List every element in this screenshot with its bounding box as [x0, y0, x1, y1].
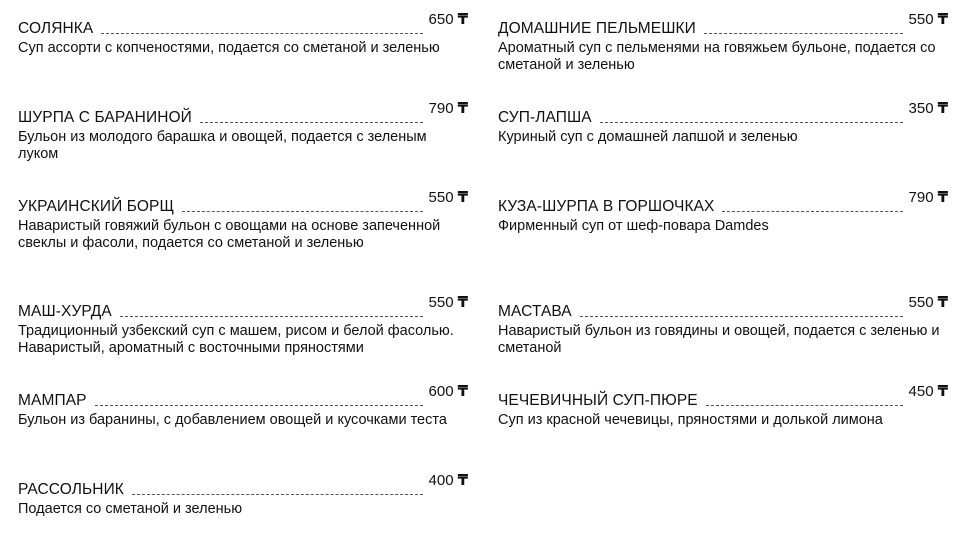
dish-description: Традиционный узбекский суп с машем, рисом и белой фасолью. Наваристый, ароматный с восточными пряностями — [18, 323, 454, 356]
dish-name: МАСТАВА — [498, 303, 572, 320]
dotted-leader — [706, 405, 903, 406]
dotted-leader — [120, 316, 423, 317]
dish-price — [909, 100, 948, 118]
tenge-currency-icon: ₸ — [937, 11, 948, 28]
price-value: 450 — [908, 383, 934, 400]
dish-description: Суп ассорти с копченостями, подается со сметаной и зеленью — [18, 40, 440, 56]
tenge-currency-icon: ₸ — [457, 189, 468, 206]
dotted-leader — [722, 211, 902, 212]
price-value: 600 — [428, 383, 454, 400]
dish-description: Куриный суп с домашней лапшой и зеленью — [498, 129, 798, 145]
dish-description: Бульон из баранины, с добавлением овощей и кусочками теста — [18, 412, 447, 428]
menu-item — [18, 11, 468, 57]
tenge-currency-icon: ₸ — [937, 100, 948, 117]
dish-name: ДОМАШНИЕ ПЕЛЬМЕШКИ — [498, 20, 696, 37]
menu-item — [498, 100, 948, 146]
dotted-leader — [101, 33, 422, 34]
menu-item-header — [18, 472, 468, 499]
dish-price — [429, 472, 468, 490]
dish-name: МАШ-ХУРДА — [18, 303, 112, 320]
menu-item — [18, 383, 468, 429]
menu-item-header — [498, 294, 948, 321]
price-value: 550 — [428, 189, 454, 206]
menu-item — [498, 11, 948, 74]
menu-item — [18, 189, 468, 252]
dotted-leader — [200, 122, 423, 123]
menu-item-header — [18, 11, 468, 38]
dish-name: СОЛЯНКА — [18, 20, 94, 37]
menu-item — [18, 294, 468, 357]
dish-price — [429, 294, 468, 312]
dish-description: Ароматный суп с пельменями на говяжьем бульоне, подается со сметаной и зеленью — [498, 40, 936, 73]
dish-description: Суп из красной чечевицы, пряностями и долькой лимона — [498, 412, 883, 428]
tenge-currency-icon: ₸ — [457, 294, 468, 311]
menu-item-header — [18, 294, 468, 321]
dotted-leader — [182, 211, 422, 212]
tenge-currency-icon: ₸ — [937, 189, 948, 206]
dish-price — [429, 11, 468, 29]
dish-price — [909, 294, 948, 312]
dish-name: МАМПАР — [18, 392, 87, 409]
dotted-leader — [704, 33, 903, 34]
price-value: 550 — [908, 11, 934, 28]
price-value: 650 — [428, 11, 454, 28]
dish-name: ШУРПА С БАРАНИНОЙ — [18, 109, 192, 126]
dish-price — [429, 383, 468, 401]
tenge-currency-icon: ₸ — [937, 383, 948, 400]
dish-name: СУП-ЛАПША — [498, 109, 592, 126]
dish-name: КУЗА-ШУРПА В ГОРШОЧКАХ — [498, 198, 715, 215]
menu-item — [18, 472, 468, 518]
menu-item-header — [18, 383, 468, 410]
dish-name: РАССОЛЬНИК — [18, 481, 124, 498]
dish-price — [909, 11, 948, 29]
menu-item-header — [18, 100, 468, 127]
tenge-currency-icon: ₸ — [457, 472, 468, 489]
price-value: 550 — [428, 294, 454, 311]
dish-description: Наваристый бульон из говядины и овощей, подается с зеленью и сметаной — [498, 323, 940, 356]
menu-item — [18, 100, 468, 163]
price-value: 400 — [428, 472, 454, 489]
menu-item-header — [498, 11, 948, 38]
menu-item-header — [498, 189, 948, 216]
dish-price — [909, 189, 948, 207]
dotted-leader — [600, 122, 903, 123]
dish-description: Бульон из молодого барашка и овощей, подается с зеленым луком — [18, 129, 427, 162]
dish-description: Фирменный суп от шеф-повара Damdes — [498, 218, 769, 234]
dish-description: Наваристый говяжий бульон с овощами на основе запеченной свеклы и фасоли, подается со сметаной и зеленью — [18, 218, 441, 251]
dotted-leader — [132, 494, 423, 495]
dish-name: УКРАИНСКИЙ БОРЩ — [18, 198, 175, 215]
menu-item — [498, 383, 948, 429]
dish-price — [909, 383, 948, 401]
price-value: 550 — [908, 294, 934, 311]
tenge-currency-icon: ₸ — [457, 11, 468, 28]
dish-price — [429, 100, 468, 118]
tenge-currency-icon: ₸ — [937, 294, 948, 311]
tenge-currency-icon: ₸ — [457, 383, 468, 400]
menu-item-header — [498, 383, 948, 410]
price-value: 790 — [428, 100, 454, 117]
tenge-currency-icon: ₸ — [457, 100, 468, 117]
menu-item — [498, 189, 948, 235]
dish-description: Подается со сметаной и зеленью — [18, 501, 243, 517]
dotted-leader — [95, 405, 423, 406]
dotted-leader — [580, 316, 903, 317]
dish-name: ЧЕЧЕВИЧНЫЙ СУП-ПЮРЕ — [498, 392, 698, 409]
menu-item-header — [18, 189, 468, 216]
price-value: 350 — [908, 100, 934, 117]
menu-item-header — [498, 100, 948, 127]
price-value: 790 — [908, 189, 934, 206]
menu-item — [498, 294, 948, 357]
dish-price — [429, 189, 468, 207]
